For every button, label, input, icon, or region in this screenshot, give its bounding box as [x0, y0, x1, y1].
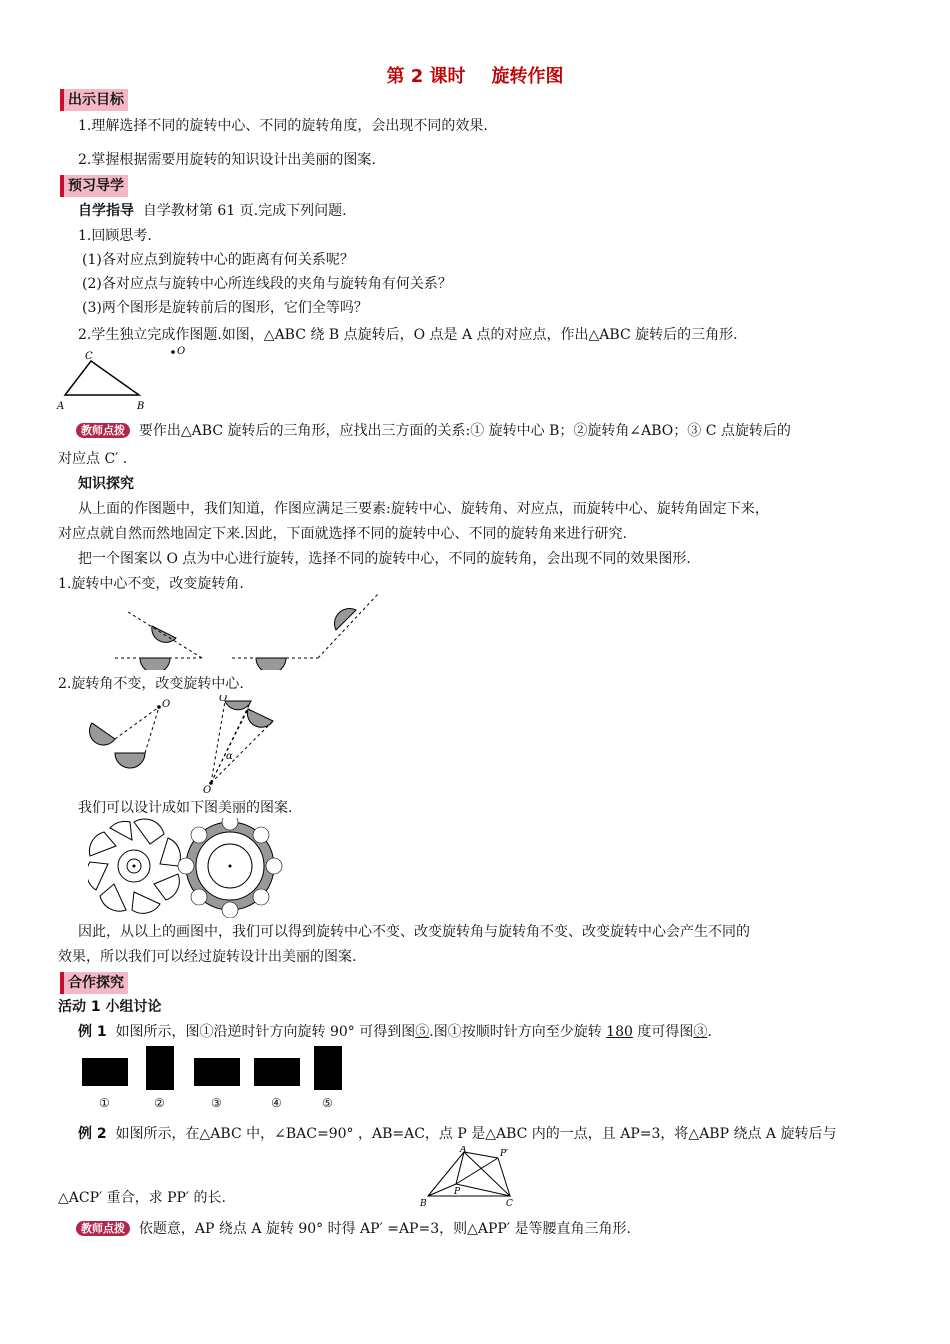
section-goals-heading: 出示目标 [60, 89, 128, 111]
activity-heading: 活动 1 小组讨论 [58, 999, 162, 1015]
example-1: 例 1 如图所示，图①沿逆时针方向旋转 90° 可得到图⑤.图①按顺时针方向至少旋转 180 度可得图③. [78, 1024, 712, 1040]
section-coop-heading: 合作探究 [60, 972, 128, 994]
review-q1c: (3)两个图形是旋转前后的图形，它们全等吗？ [82, 300, 368, 316]
conclusion-1: 因此，从以上的画图中，我们可以得到旋转中心不变、改变旋转角与旋转角不变、改变旋转中心会产生不同的 [78, 924, 750, 940]
hand-label-2: ② [154, 1096, 165, 1110]
rotation-patterns-figure [88, 818, 288, 918]
label-c: C [85, 351, 93, 362]
hand-label-3: ③ [211, 1096, 222, 1110]
hand-figure-4 [254, 1058, 300, 1086]
review-q1: 1.回顾思考. [78, 228, 152, 244]
knowledge-heading: 知识探究 [78, 476, 134, 492]
knowledge-s1: 1.旋转中心不变，改变旋转角. [58, 576, 244, 592]
label-o2: O [219, 695, 228, 704]
label-alpha: α [226, 751, 233, 762]
self-study-guide: 自学指导 自学教材第 61 页.完成下列问题. [78, 203, 347, 219]
label-a: A [57, 401, 65, 412]
teacher-tip-2: 教师点拨 依题意，AP 绕点 A 旋转 90° 时得 AP′ =AP=3，则△APP′ 是等腰直角三角形. [76, 1219, 631, 1239]
hand-figure-3 [194, 1058, 240, 1086]
label-b: B [420, 1199, 427, 1209]
teacher-tip-badge: 教师点拨 [76, 1221, 130, 1236]
example-2: 例 2 如图所示，在△ABC 中，∠BAC=90° ，AB=AC，点 P 是△ABC 内的一点，且 AP=3，将△ABP 绕点 A 旋转后与 [78, 1126, 837, 1142]
label-a: A [460, 1146, 467, 1155]
triangle-abc-figure [55, 345, 195, 415]
rotation-center-figure [85, 695, 285, 795]
knowledge-p1a: 从上面的作图题中，我们知道，作图应满足三要素:旋转中心、旋转角、对应点，而旋转中心、旋转角固定下来， [78, 501, 769, 517]
section-preview-heading: 预习导学 [60, 175, 128, 197]
page-title: 第 2 课时 旋转作图 [386, 66, 564, 87]
teacher-tip-1-line2: 对应点 C′ . [58, 451, 128, 467]
goal-1: 1.理解选择不同的旋转中心、不同的旋转角度，会出现不同的效果. [78, 118, 488, 134]
hand-label-4: ④ [271, 1096, 282, 1110]
hand-label-1: ① [99, 1096, 110, 1110]
hand-figure-1 [82, 1058, 128, 1086]
label-p-prime: P′ [500, 1149, 509, 1159]
rotation-angle-figure [110, 590, 400, 670]
design-intro: 我们可以设计成如下图美丽的图案. [78, 800, 293, 816]
hand-figure-5 [314, 1046, 342, 1090]
label-b: B [137, 401, 145, 412]
hand-label-5: ⑤ [322, 1096, 333, 1110]
hand-figure-2 [146, 1046, 174, 1090]
knowledge-s2: 2.旋转角不变，改变旋转中心. [58, 676, 244, 692]
label-o3: O [203, 785, 212, 795]
label-o1: O [162, 699, 171, 710]
knowledge-p1b: 对应点就自然而然地固定下来.因此，下面就选择不同的旋转中心、不同的旋转角来进行研究. [58, 526, 627, 542]
knowledge-p2: 把一个图案以 O 点为中心进行旋转，选择不同的旋转中心，不同的旋转角，会出现不同的效果图形. [78, 551, 691, 567]
goal-2: 2.掌握根据需要用旋转的知识设计出美丽的图案. [78, 152, 376, 168]
review-q1b: (2)各对应点与旋转中心所连线段的夹角与旋转角有何关系？ [82, 276, 452, 292]
conclusion-2: 效果，所以我们可以经过旋转设计出美丽的图案. [58, 949, 357, 965]
teacher-tip-badge: 教师点拨 [76, 423, 130, 438]
label-p: P [454, 1187, 461, 1197]
teacher-tip-1: 教师点拨 要作出△ABC 旋转后的三角形，应找出三方面的关系:① 旋转中心 B；②旋转角∠ABO；③ C 点旋转后的 [76, 421, 791, 441]
example-2-line2: △ACP′ 重合，求 PP′ 的长. [58, 1190, 227, 1206]
review-q1a: (1)各对应点到旋转中心的距离有何关系呢？ [82, 252, 354, 268]
example-2-figure [418, 1146, 538, 1210]
review-q2: 2.学生独立完成作图题.如图，△ABC 绕 B 点旋转后，O 点是 A 点的对应点，作出△ABC 旋转后的三角形. [78, 327, 738, 343]
label-c: C [506, 1199, 513, 1209]
label-o: O [177, 346, 186, 357]
